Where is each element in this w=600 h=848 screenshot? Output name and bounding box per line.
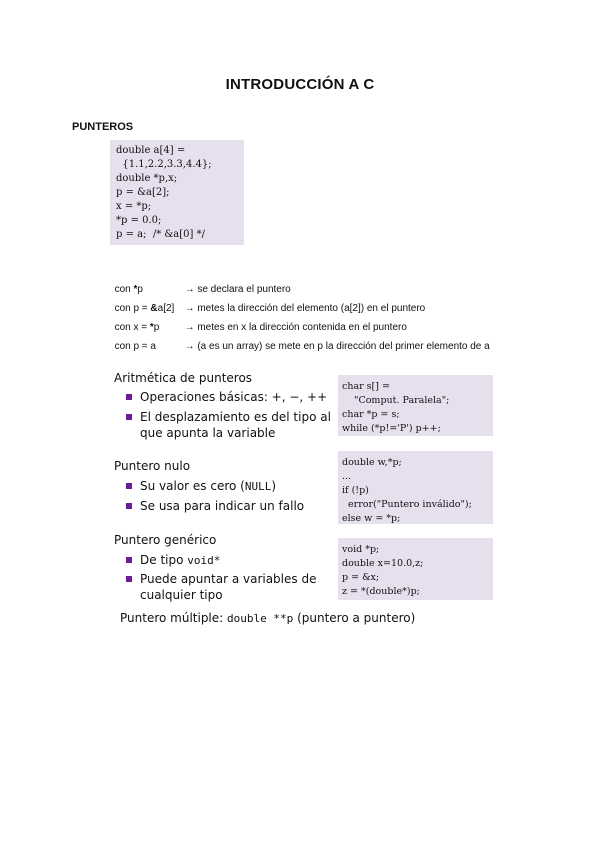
definition-row: con *p → se declara el puntero — [114, 284, 291, 295]
list-item: Se usa para indicar un fallo — [126, 498, 304, 514]
bullet-square-icon — [126, 394, 132, 400]
definition-text: → se declara el puntero — [184, 284, 291, 295]
list-item: De tipo void* — [126, 552, 220, 569]
bullet-square-icon — [126, 576, 132, 582]
bullet-square-icon — [126, 483, 132, 489]
null-heading: Puntero nulo — [114, 459, 191, 473]
generic-heading: Puntero genérico — [114, 533, 217, 547]
section-heading: PUNTEROS — [72, 121, 134, 133]
code-block-arith: char s[] = "Comput. Paralela"; char *p = s; while (*p!='P') p++; — [338, 375, 493, 436]
definition-text: → (a es un array) se mete en p la dirección del primer elemento de a — [184, 341, 490, 352]
bullet-square-icon — [126, 557, 132, 563]
code-block-null: double w,*p; ... if (!p) error("Puntero inválido"); else w = *p; — [338, 451, 493, 524]
multiple-pointer-line: Puntero múltiple: double **p (puntero a puntero) — [120, 611, 416, 625]
code-block-generic: void *p; double x=10.0,z; p = &x; z = *(double*)p; — [338, 538, 493, 600]
bullet-square-icon — [126, 414, 132, 420]
list-item: Puede apuntar a variables de cualquier tipo — [126, 571, 316, 603]
list-item: Su valor es cero (NULL) — [126, 478, 276, 495]
code-block-main: double a[4] = {1.1,2.2,3.3,4.4}; double *p,x; p = &a[2]; x = *p; *p = 0.0; p = a; /* &a[0] */ — [110, 140, 244, 245]
list-item: El desplazamiento es del tipo al que apunta la variable — [126, 409, 331, 441]
list-item: Operaciones básicas: +, −, ++ — [126, 389, 327, 405]
page-title: INTRODUCCIÓN A C — [225, 76, 375, 93]
bullet-square-icon — [126, 503, 132, 509]
definition-row: con p = &a[2] → metes la dirección del elemento (a[2]) en el puntero — [114, 303, 426, 314]
definition-row: con x = *p → metes en x la dirección contenida en el puntero — [114, 322, 407, 333]
arith-heading: Aritmética de punteros — [114, 371, 253, 385]
definition-text: → metes la dirección del elemento (a[2]) en el puntero — [184, 303, 426, 314]
definition-row: con p = a → (a es un array) se mete en p la dirección del primer elemento de a — [114, 341, 490, 352]
definition-text: → metes en x la dirección contenida en el puntero — [184, 322, 407, 333]
